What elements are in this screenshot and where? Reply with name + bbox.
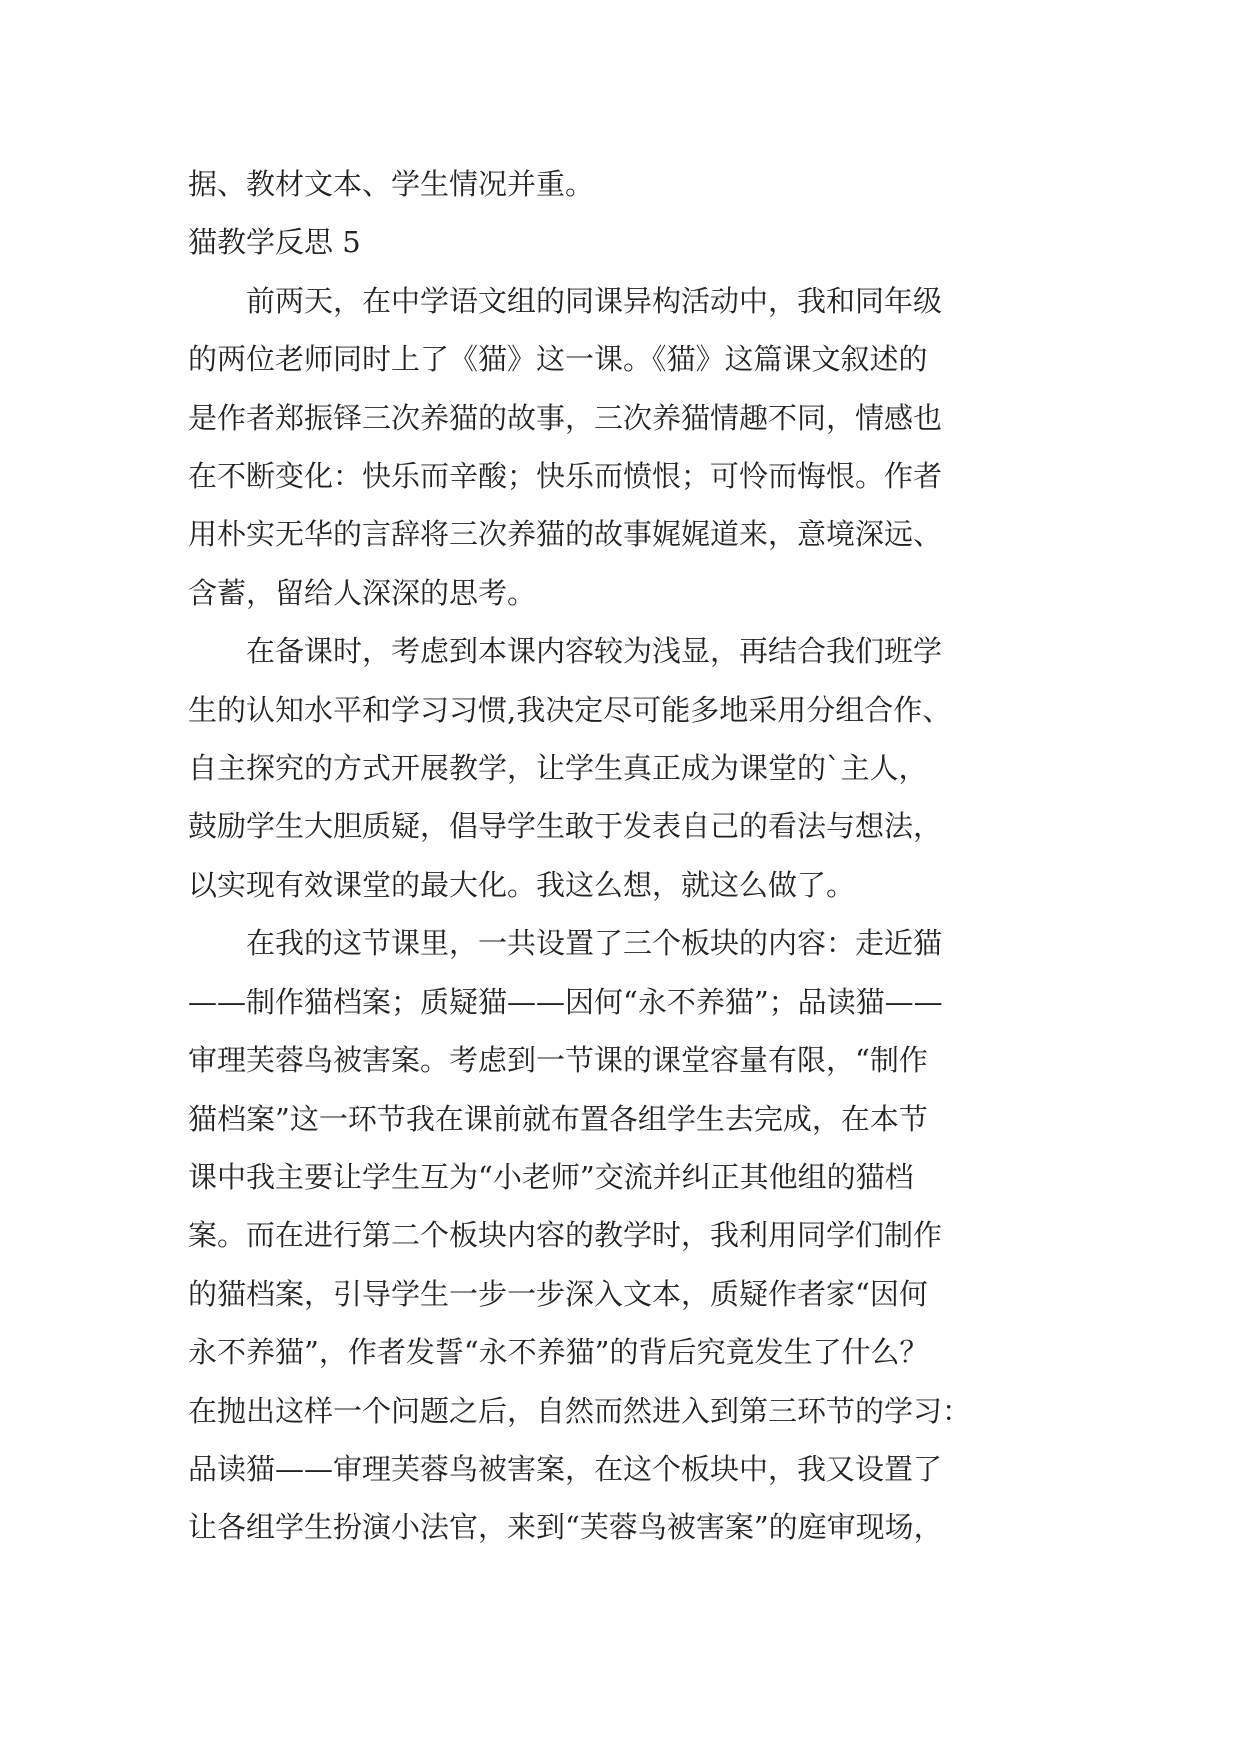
text-line: 品读猫——审理芙蓉鸟被害案，在这个板块中，我又设置了 xyxy=(188,1451,943,1486)
text-line: 鼓励学生大胆质疑，倡导学生敢于发表自己的看法与想法， xyxy=(188,809,943,844)
section-heading: 猫教学反思 5 xyxy=(188,225,361,260)
document-body xyxy=(188,155,1066,1557)
text-line: 让各组学生扮演小法官，来到“芙蓉鸟被害案”的庭审现场， xyxy=(188,1510,943,1545)
text-line: 审理芙蓉鸟被害案。考虑到一节课的课堂容量有限，“制作 xyxy=(188,1043,928,1078)
paragraph-first-line: 前两天，在中学语文组的同课异构活动中，我和同年级 xyxy=(246,283,943,318)
text-line: 案。而在进行第二个板块内容的教学时，我利用同学们制作 xyxy=(188,1218,943,1253)
text-line: 是作者郑振铎三次养猫的故事，三次养猫情趣不同，情感也 xyxy=(188,400,943,435)
text-line: 以实现有效课堂的最大化。我这么想，就这么做了。 xyxy=(188,867,856,902)
text-line: 永不养猫”，作者发誓“永不养猫”的背后究竟发生了什么？ xyxy=(188,1335,929,1370)
text-line: 在抛出这样一个问题之后，自然而然进入到第三环节的学习： xyxy=(188,1393,972,1428)
text-line: 在不断变化：快乐而辛酸；快乐而愤恨；可怜而悔恨。作者 xyxy=(188,459,943,494)
text-line: 生的认知水平和学习习惯,我决定尽可能多地采用分组合作、 xyxy=(188,692,952,727)
text-line: 的两位老师同时上了《猫》这一课。《猫》这篇课文叙述的 xyxy=(188,342,928,377)
text-line: 猫档案”这一环节我在课前就布置各组学生去完成，在本节 xyxy=(188,1101,928,1136)
paragraph-first-line: 在备课时，考虑到本课内容较为浅显，再结合我们班学 xyxy=(246,634,943,669)
paragraph-first-line: 在我的这节课里，一共设置了三个板块的内容：走近猫 xyxy=(246,926,943,961)
text-line: 课中我主要让学生互为“小老师”交流并纠正其他组的猫档 xyxy=(188,1159,914,1194)
text-line: 的猫档案，引导学生一步一步深入文本，质疑作者家“因何 xyxy=(188,1276,928,1311)
text-line: 含蓄，留给人深深的思考。 xyxy=(188,575,537,610)
text-line: 据、教材文本、学生情况并重。 xyxy=(188,167,595,201)
text-line: 用朴实无华的言辞将三次养猫的故事娓娓道来，意境深远、 xyxy=(188,517,943,552)
text-line: 自主探究的方式开展教学，让学生真正成为课堂的`主人， xyxy=(188,751,928,786)
text-line: ——制作猫档案；质疑猫——因何“永不养猫”；品读猫—— xyxy=(188,984,943,1019)
